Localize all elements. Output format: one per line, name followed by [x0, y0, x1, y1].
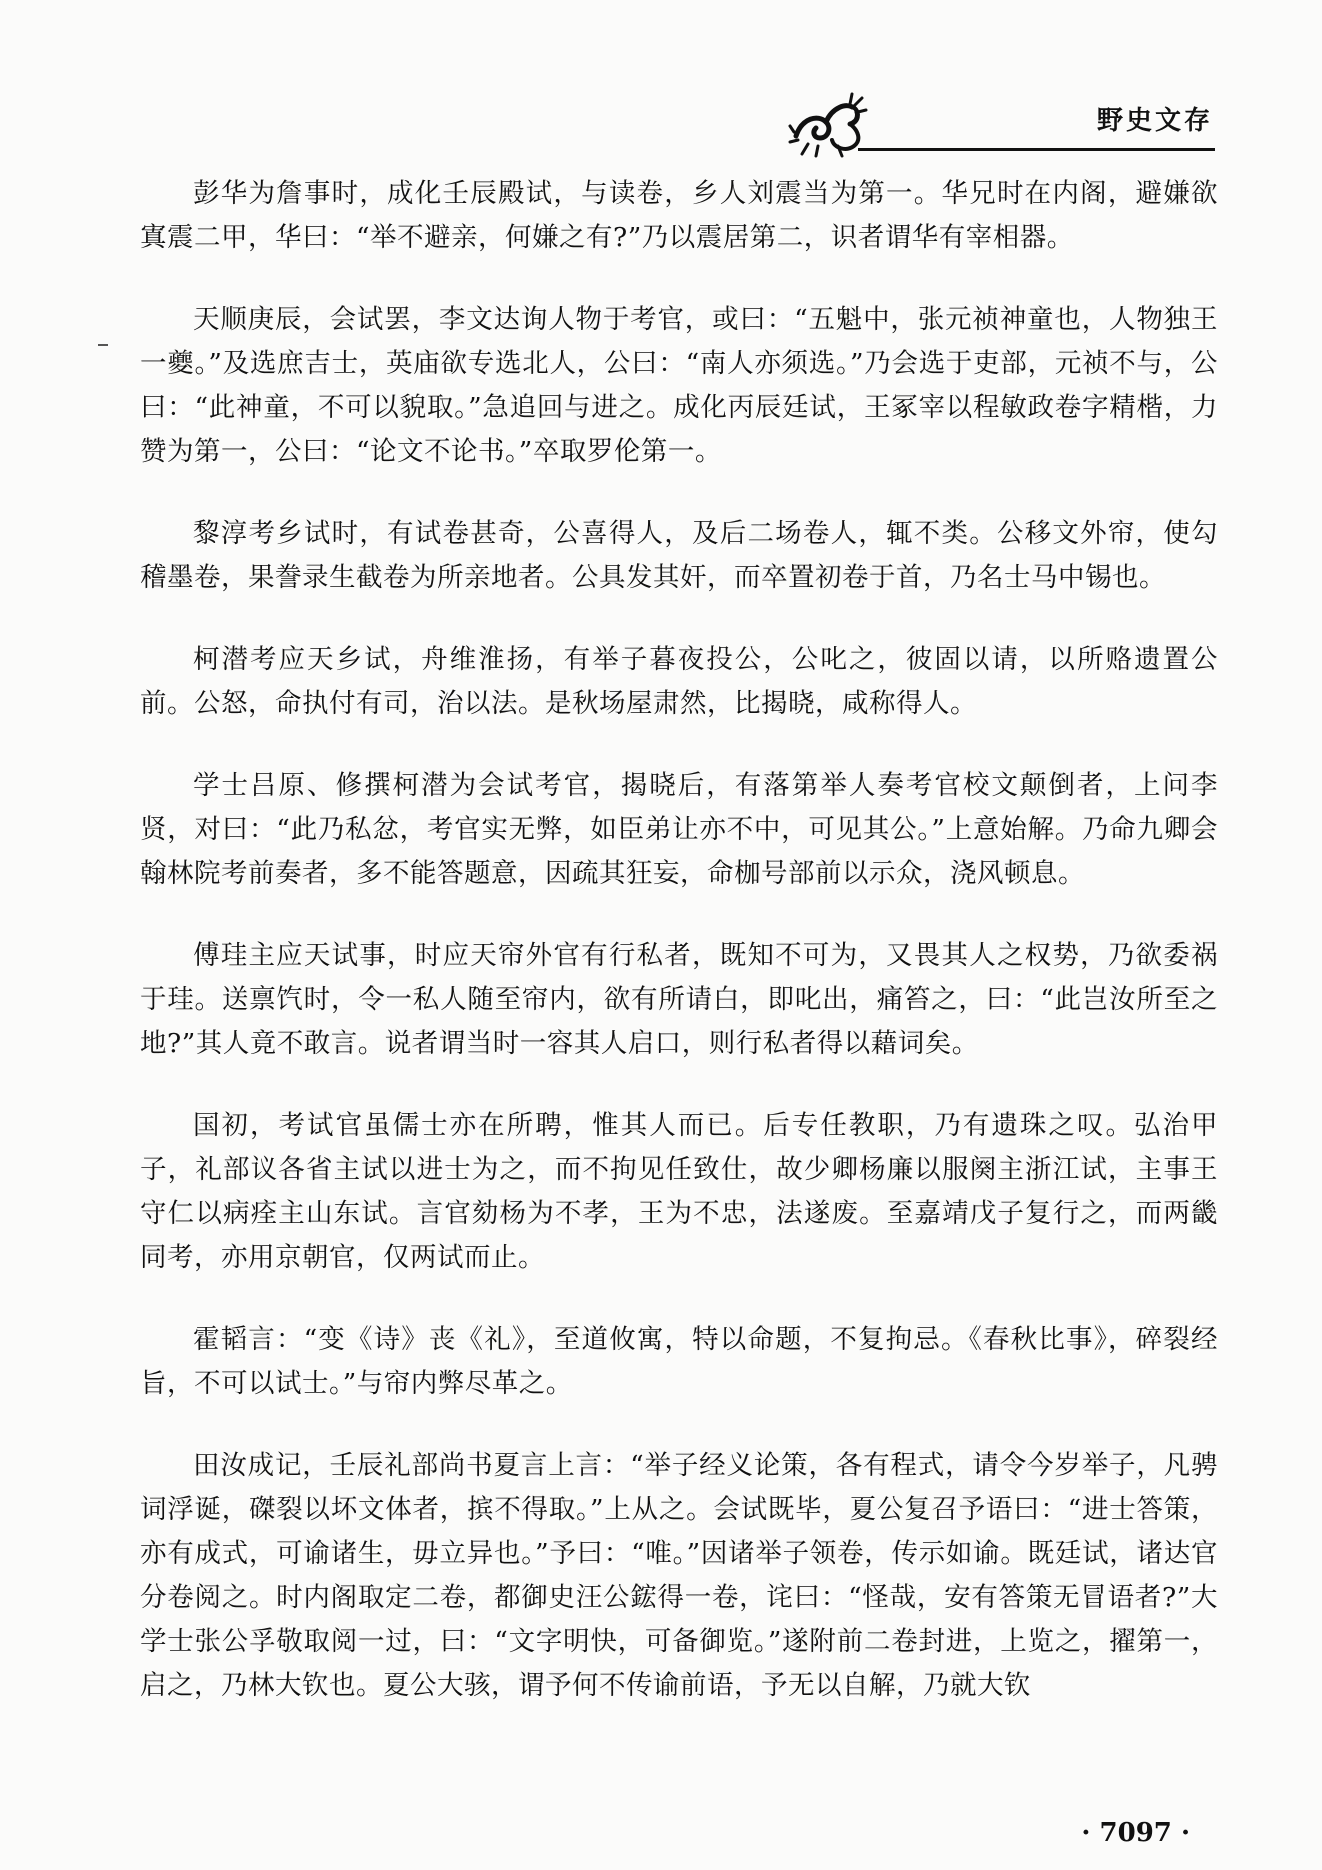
paragraph: 天顺庚辰，会试罢，李文达询人物于考官，或曰：“五魁中，张元祯神童也，人物独王一夔。”及选庶吉士，英庙欲专选北人，公曰：“南人亦须选。”乃会选于吏部，元祯不与，公曰：“此神童，不可以貌取。”急追回与进之。成化丙辰廷试，王冢宰以程敏政卷字精楷，力赞为第一，公曰：“论文不论书。”卒取罗伦第一。 — [140, 304, 1218, 467]
header-title: 野史文存 — [1096, 106, 1213, 136]
paragraph: 田汝成记，壬辰礼部尚书夏言上言：“举子经义论策，各有程式，请令今岁举子，凡骋词浮诞，磔裂以坏文体者，摈不得取。”上从之。会试既毕，夏公复召予语曰：“进士答策，亦有成式，可谕诸生，毋立异也。”予曰：“唯。”因诸举子领卷，传示如谕。既廷试，诸达官分卷阅之。时内阁取定二卷，都御史汪公鋐得一卷，诧曰：“怪哉，安有答策无冒语者?”大学士张公孚敬取阅一过，曰：“文字明快，可备御览。”遂附前二卷封进，上览之，擢第一，启之，乃林大钦也。夏公大骇，谓予何不传谕前语，予无以自解，乃就大钦 — [140, 1450, 1218, 1701]
dragon-emblem-icon — [788, 88, 868, 158]
page-number: · 7097 · — [1081, 1818, 1190, 1848]
paragraph: 彭华为詹事时，成化壬辰殿试，与读卷，乡人刘震当为第一。华兄时在内阁，避嫌欲寘震二甲，华曰：“举不避亲，何嫌之有?”乃以震居第二，识者谓华有宰相器。 — [140, 178, 1218, 253]
header-rule — [858, 148, 1215, 151]
stray-mark — [98, 344, 108, 346]
body-text — [140, 172, 1218, 1708]
paragraph: 学士吕原、修撰柯潜为会试考官，揭晓后，有落第举人奏考官校文颠倒者，上问李贤，对曰：“此乃私忿，考官实无弊，如臣弟让亦不中，可见其公。”上意始解。乃命九卿会翰林院考前奏者，多不能答题意，因疏其狂妄，命枷号部前以示众，浇风顿息。 — [140, 770, 1218, 889]
paragraph: 柯潜考应天乡试，舟维淮扬，有举子暮夜投公，公叱之，彼固以请，以所赂遗置公前。公怒，命执付有司，治以法。是秋场屋肃然，比揭晓，咸称得人。 — [140, 644, 1218, 719]
paragraph: 国初，考试官虽儒士亦在所聘，惟其人而已。后专任教职，乃有遗珠之叹。弘治甲子，礼部议各省主试以进士为之，而不拘见任致仕，故少卿杨廉以服阕主浙江试，主事王守仁以病痊主山东试。言官劾杨为不孝，王为不忠，法遂废。至嘉靖戊子复行之，而两畿同考，亦用京朝官，仅两试而止。 — [140, 1110, 1218, 1273]
paragraph: 霍韬言：“变《诗》丧《礼》，至道攸寓，特以命题，不复拘忌。《春秋比事》，碎裂经旨，不可以试士。”与帘内弊尽革之。 — [140, 1324, 1218, 1399]
running-header — [780, 88, 1215, 160]
paragraph: 傅珪主应天试事，时应天帘外官有行私者，既知不可为，又畏其人之权势，乃欲委祸于珪。送禀饩时，令一私人随至帘内，欲有所请白，即叱出，痛笞之，曰：“此岂汝所至之地?”其人竟不敢言。说者谓当时一容其人启口，则行私者得以藉词矣。 — [140, 940, 1218, 1059]
paragraph: 黎淳考乡试时，有试卷甚奇，公喜得人，及后二场卷人，辄不类。公移文外帘，使勾稽墨卷，果誊录生截卷为所亲地者。公具发其奸，而卒置初卷于首，乃名士马中锡也。 — [140, 518, 1218, 593]
